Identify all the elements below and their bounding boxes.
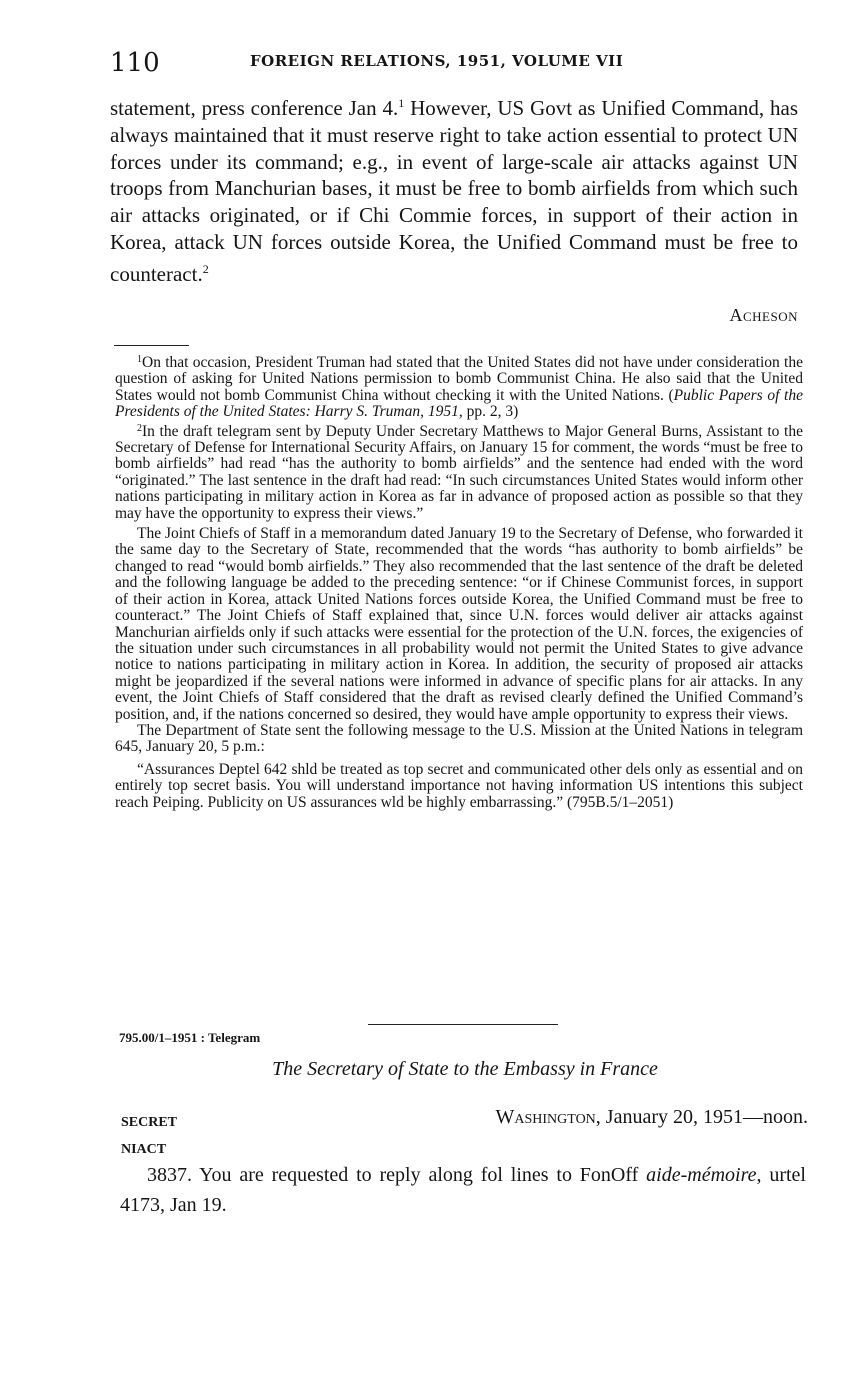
telegram-body <box>120 1160 806 1220</box>
body-paragraph <box>110 90 798 288</box>
running-title: FOREIGN RELATIONS, 1951, VOLUME VII <box>250 52 624 70</box>
footnote-2 <box>115 421 803 522</box>
document-title: The Secretary of State to the Embassy in France <box>272 1058 658 1080</box>
footnote-2-paragraph-2: The Joint Chiefs of Staff in a memorandum dated January 19 to the Secretary of Defense, who forwarded it the same day to the Secretary of State, recommended that the words “has authority to bomb airfields” be changed to read “would bomb airfields.” They also recommended that the last sentence of the draft be deleted and the following language be added to the preceding sentence: “or if Chinese Communist forces, in support of their action in Korea, attack United Nations forces outside Korea, the Unified Command must be free to counteract.” The Joint Chiefs of Staff explained that, since U.N. forces would deliver air attacks against Manchurian airfields only if such attacks were essential for the protection of the U.N. forces, the exigencies of the situation under such circumstances in all probability would not permit the United States to give advance notice to nations participating in military action in Korea. In addition, the security of proposed air attacks might be jeopardized if the several nations were informed in advance of specific plans for air attacks. In any event, the Joint Chiefs of Staff considered that the draft as revised clearly defined the Unified Command’s position, and, if the nations concerned so desired, they would have ample opportunity to express their views. <box>115 525 803 723</box>
main-body-text <box>110 90 798 288</box>
file-reference: 795.00/1–1951 : Telegram <box>119 1030 261 1045</box>
dateline-date: January 20, 1951—noon. <box>600 1106 808 1128</box>
section-divider <box>368 1024 558 1025</box>
footnotes <box>115 352 803 811</box>
telegram-italic-term: aide-mémoire <box>646 1164 757 1186</box>
classification-label: SECRET <box>121 1115 178 1130</box>
footnote-1-citation: Public Papers of the Presidents of the United States: Harry S. Truman, 1951, <box>115 386 803 421</box>
body-text-part-1: statement, press conference Jan 4. <box>110 96 399 120</box>
footnote-2-quote: “Assurances Deptel 642 shld be treated as top secret and communicated other dels only as essential and on entirely top secret basis. You will understand importance not having information US intentions this subject reach Peiping. Publicity on US assurances wld be highly embarrassing.” (795B.5/1–2051) <box>115 760 803 811</box>
telegram-number: 3837. <box>147 1164 192 1186</box>
footnote-1 <box>115 352 803 421</box>
footnote-2-paragraph-3: The Department of State sent the following message to the U.S. Mission at the United Nations in telegram 645, January 20, 5 p.m.: <box>115 721 803 756</box>
page-number: 110 <box>110 48 160 78</box>
footnote-ref-2[interactable]: 2 <box>202 261 209 276</box>
telegram-text-end: , urtel 4173, Jan 19. <box>120 1164 806 1216</box>
footnote-2-mark: 2 <box>137 422 142 434</box>
footnote-divider <box>114 345 189 346</box>
signature: Acheson <box>729 305 798 325</box>
dateline <box>400 1106 808 1129</box>
footnote-1-pages: pp. 2, 3) <box>462 403 519 421</box>
dateline-place: Washington, <box>495 1106 601 1128</box>
body-text-part-2: However, US Govt as Unified Command, has always maintained that it must reserve right to take action essential to protect UN forces under its command; e.g., in event of large-scale air attacks against UN troops from Manchurian bases, it must be free to bomb airfields from which such air attacks originated, or if Chi Commie forces, in support of their action in Korea, attack UN forces outside Korea, the Unified Command must be free to counteract. <box>110 96 798 286</box>
telegram-text: You are requested to reply along fol lines to FonOff <box>192 1164 647 1186</box>
footnote-2-paragraph-1: In the draft telegram sent by Deputy Under Secretary Matthews to Major General Burns, Assistant to the Secretary of Defense for International Security Affairs, on January 15 for comment, the words “must be free to bomb airfields” had read “has the authority to bomb airfields” and the sentence had ended with the word “originated.” The last sentence in the draft had read: “In such circumstances United States would inform other nations participating in military action in Korea as far in advance of proposed action as possible so that they may have the opportunity to express their views.” <box>115 422 803 522</box>
precedence-label: NIACT <box>121 1142 167 1157</box>
footnote-ref-1[interactable]: 1 <box>398 96 405 110</box>
page-header <box>110 48 800 82</box>
footnote-1-text: On that occasion, President Truman had stated that the United States did not have under consideration the question of asking for United Nations permission to bomb Communist China. He also said that the United States would not bomb Communist China without checking it with the United Nations. ( <box>115 354 803 404</box>
telegram-paragraph <box>120 1160 806 1220</box>
footnote-1-mark: 1 <box>137 354 142 365</box>
